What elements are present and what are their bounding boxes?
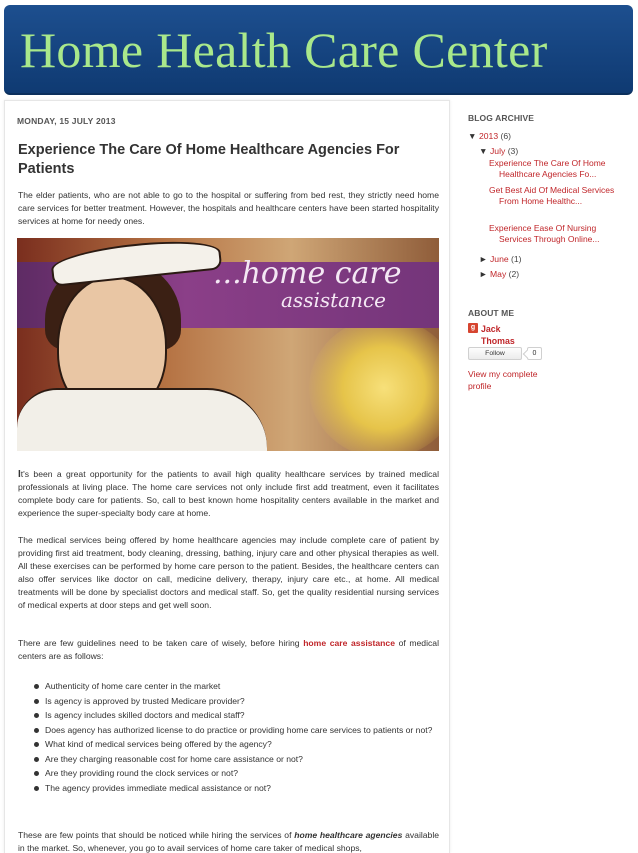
post-date: MONDAY, 15 JULY 2013 bbox=[17, 116, 116, 126]
home-care-assistance-image[interactable] bbox=[17, 238, 439, 451]
archive-post-link[interactable]: Experience The Care Of Home Healthcare Agencies Fo... bbox=[489, 158, 606, 179]
view-profile-link[interactable]: View my complete profile bbox=[468, 369, 538, 391]
post-intro: The elder patients, who are not able to go to the hospital or suffering from bed rest, they strictly need home care services for better treatment. However, the hospitals and healthcare centers have been started hospitality services at home for needy ones. bbox=[18, 190, 439, 226]
archive-count: (6) bbox=[500, 131, 512, 141]
archive-month-may[interactable] bbox=[479, 268, 519, 280]
guidelines-list bbox=[34, 680, 434, 796]
list-item: The agency provides immediate medical assistance or not? bbox=[34, 782, 434, 795]
list-item: Are they charging reasonable cost for home care assistance or not? bbox=[34, 753, 434, 766]
list-item: Is agency is approved by trusted Medicare provider? bbox=[34, 695, 434, 708]
emphasis-text: home healthcare agencies bbox=[294, 830, 403, 840]
collapse-arrow-icon[interactable]: ▼ bbox=[468, 131, 477, 141]
archive-count: (3) bbox=[507, 146, 519, 156]
paragraph-4-text: There are few guidelines need to be taken care of wisely, before hiring bbox=[18, 638, 304, 648]
archive-post-link[interactable]: Get Best Aid Of Medical Services From Home Healthc... bbox=[489, 185, 615, 206]
paragraph-2-text: t's been a great opportunity for the patients to avail high quality healthcare services by trained medical professionals at living place. The home care services not only include first add treatment, even it facilitates complete body care for patients. So, call to best known home hospitality centers available in the market and experience the super-specialty body care at home. bbox=[18, 469, 439, 518]
blog-archive-heading: BLOG ARCHIVE bbox=[468, 113, 535, 123]
archive-month-label[interactable]: July bbox=[490, 146, 506, 156]
post-title[interactable]: Experience The Care Of Home Healthcare Agencies For Patients bbox=[18, 142, 400, 177]
archive-year-label[interactable]: 2013 bbox=[479, 131, 499, 141]
blog-title[interactable]: Home Health Care Center bbox=[20, 22, 548, 78]
post-column bbox=[4, 100, 450, 853]
archive-month-june[interactable] bbox=[479, 253, 522, 265]
nurse-uniform bbox=[17, 388, 267, 451]
archive-month-label[interactable]: May bbox=[490, 269, 507, 279]
about-me-heading: ABOUT ME bbox=[468, 308, 515, 318]
list-item: Is agency includes skilled doctors and medical staff? bbox=[34, 709, 434, 722]
home-care-assistance-link[interactable]: home care assistance bbox=[303, 638, 395, 648]
paragraph-5-text: These are few points that should be noticed while hiring the services of bbox=[18, 830, 295, 840]
archive-year-2013[interactable] bbox=[468, 130, 511, 142]
archive-count: (1) bbox=[511, 254, 522, 264]
archive-month-label[interactable]: June bbox=[490, 254, 509, 264]
expand-arrow-icon[interactable]: ► bbox=[479, 254, 488, 264]
list-item: Does agency has authorized license to do practice or providing home care services to patients or not? bbox=[34, 724, 434, 737]
post-paragraph-4 bbox=[18, 637, 439, 663]
post-paragraph-5 bbox=[18, 829, 439, 853]
image-flowers bbox=[309, 318, 439, 451]
list-item: Authenticity of home care center in the market bbox=[34, 680, 434, 693]
paragraph-4-text-end: of medical centers are as follows: bbox=[18, 638, 439, 661]
archive-post-link[interactable]: Experience Ease Of Nursing Services Through Online... bbox=[489, 223, 600, 244]
blog-header bbox=[4, 5, 633, 95]
profile-name-link[interactable]: Jack Thomas bbox=[481, 324, 515, 346]
expand-arrow-icon[interactable]: ► bbox=[479, 269, 488, 279]
collapse-arrow-icon[interactable]: ▼ bbox=[479, 146, 488, 156]
image-caption-line1: ...home care bbox=[213, 256, 402, 291]
list-item: Are they providing round the clock services or not? bbox=[34, 767, 434, 780]
google-plus-icon[interactable]: g bbox=[468, 323, 478, 333]
archive-count: (2) bbox=[508, 269, 520, 279]
image-caption-line2: assistance bbox=[281, 288, 386, 312]
drop-cap: I bbox=[18, 469, 21, 480]
post-paragraph-3: The medical services being offered by home healthcare agencies may include complete care of patient by providing first aid treatment, body cleaning, dressing, bathing, injury care and other physical therapies as well. All these exercises can be performed by home care person to the patient. Besides, the healthcare centers can also offer services like doctor on call, medicine delivery, therapy, injury care etc., at home. All medical treatments will be done by specialist doctors and medical staff. So, get the quality residential nursing services of medical experts at door steps and get well soon. bbox=[18, 535, 439, 610]
list-item: What kind of medical services being offered by the agency? bbox=[34, 738, 434, 751]
follow-button[interactable]: Follow bbox=[468, 347, 522, 360]
follower-count: 0 bbox=[527, 347, 542, 360]
archive-month-july[interactable] bbox=[479, 145, 518, 157]
paragraph-5-text-end: available in the market. So, whenever, you go to avail services of home care taker of medical shops, bbox=[18, 830, 440, 853]
post-paragraph-2 bbox=[18, 468, 439, 520]
